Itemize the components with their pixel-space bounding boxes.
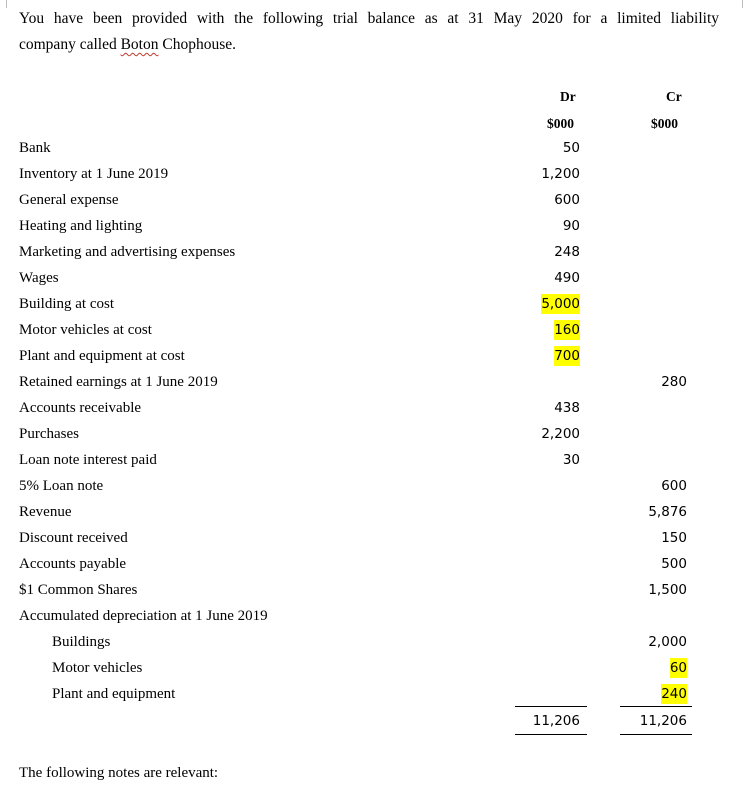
table-row: [0, 372, 749, 398]
row-label: Heating and lighting: [19, 218, 143, 234]
table-row: [0, 138, 749, 164]
table-row: [0, 216, 749, 242]
table-row: [0, 554, 749, 580]
intro-paragraph: [19, 6, 719, 58]
cr-amount: 2,000: [648, 634, 687, 650]
cr-amount: 1,500: [648, 582, 687, 598]
cr-amount: 280: [661, 374, 687, 390]
cr-amount: 600: [661, 478, 687, 494]
cr-amount: 240: [661, 686, 687, 702]
dr-amount: 248: [554, 244, 580, 260]
row-label: $1 Common Shares: [19, 582, 138, 598]
intro-line-1: You have been provided with the following trial balance as at 31 May 2020 for a limited liability: [19, 10, 719, 27]
table-row: [0, 398, 749, 424]
page-corner-mark-right: [734, 0, 743, 8]
dr-total: 11,206: [532, 713, 580, 729]
table-row: [0, 190, 749, 216]
row-label: Wages: [19, 270, 59, 286]
page-corner-mark-left: [6, 0, 15, 8]
intro-line-2: [19, 32, 719, 58]
table-row: [0, 502, 749, 528]
row-label: Buildings: [52, 634, 111, 650]
dr-amount: 2,200: [541, 426, 580, 442]
cr-total-rule-bottom: [620, 734, 692, 735]
row-label: Plant and equipment at cost: [19, 348, 185, 364]
cr-amount: 500: [661, 556, 687, 572]
table-row: [0, 606, 749, 632]
dr-unit-header: $000: [547, 116, 574, 131]
row-label: Discount received: [19, 530, 128, 546]
dr-amount: 5,000: [541, 296, 580, 312]
cr-amount: 5,876: [648, 504, 687, 520]
dr-amount: 160: [554, 322, 580, 338]
row-label: Motor vehicles at cost: [19, 322, 152, 338]
table-row: [0, 320, 749, 346]
dr-amount: 1,200: [541, 166, 580, 182]
row-label: Inventory at 1 June 2019: [19, 166, 169, 182]
notes-intro: The following notes are relevant:: [19, 765, 219, 781]
row-label: Purchases: [19, 426, 79, 442]
dr-total-rule-bottom: [515, 734, 587, 735]
company-name-misspelled[interactable]: Boton: [120, 36, 159, 53]
cr-amount: 150: [661, 530, 687, 546]
table-row: [0, 346, 749, 372]
cr-total: 11,206: [639, 713, 687, 729]
row-label: Building at cost: [19, 296, 114, 312]
dr-total-rule-top: [515, 706, 587, 707]
row-label: Plant and equipment: [52, 686, 176, 702]
table-row: [0, 658, 749, 684]
row-label: Loan note interest paid: [19, 452, 157, 468]
table-row: [0, 450, 749, 476]
table-row: [0, 424, 749, 450]
row-label: Revenue: [19, 504, 72, 520]
row-label: Marketing and advertising expenses: [19, 244, 236, 260]
row-label: Accumulated depreciation at 1 June 2019: [19, 608, 268, 624]
dr-amount: 490: [554, 270, 580, 286]
table-row: [0, 476, 749, 502]
table-row: [0, 164, 749, 190]
dr-amount: 90: [562, 218, 580, 234]
table-row: [0, 632, 749, 658]
row-label: Accounts receivable: [19, 400, 142, 416]
intro-line-2-prefix: company called: [19, 36, 121, 53]
row-label: Accounts payable: [19, 556, 127, 572]
cr-amount: 60: [669, 660, 687, 676]
table-row: [0, 294, 749, 320]
row-label: Bank: [19, 140, 51, 156]
row-label: 5% Loan note: [19, 478, 104, 494]
row-label: Retained earnings at 1 June 2019: [19, 374, 218, 390]
cr-header: Cr: [666, 89, 682, 104]
dr-amount: 438: [554, 400, 580, 416]
cr-total-rule-top: [620, 706, 692, 707]
table-row: [0, 580, 749, 606]
dr-amount: 600: [554, 192, 580, 208]
table-row: [0, 242, 749, 268]
table-row: [0, 528, 749, 554]
dr-header: Dr: [560, 89, 576, 104]
dr-amount: 30: [562, 452, 580, 468]
dr-amount: 50: [562, 140, 580, 156]
row-label: General expense: [19, 192, 119, 208]
intro-line-2-suffix: Chophouse.: [158, 36, 236, 53]
dr-amount: 700: [554, 348, 580, 364]
table-row: [0, 268, 749, 294]
cr-unit-header: $000: [651, 116, 678, 131]
row-label: Motor vehicles: [52, 660, 143, 676]
